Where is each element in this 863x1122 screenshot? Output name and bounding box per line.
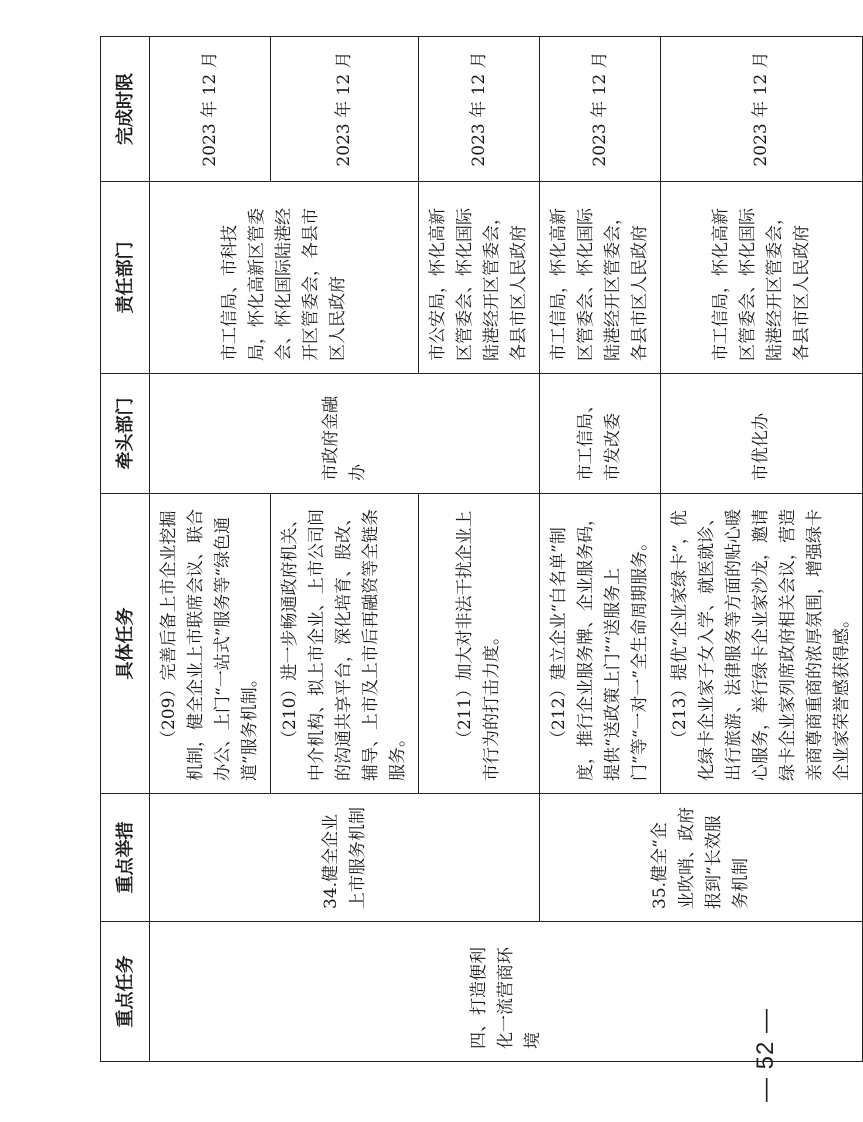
task-209-cell: （209）完善后备上市企业挖掘机制，健全企业上市联席会议、联合办公、上门“一站式”服务等“绿色通道”服务机制。 [150,494,271,794]
task-210-cell: （210）进一步畅通政府机关、中介机构、拟上市企业、上市公司间的沟通共享平台，深化培育、股改、辅导、上市及上市后再融资等全链条服务。 [271,494,419,794]
deadline-213-cell: 2023 年 12 月 [661,37,863,182]
header-key-task: 重点任务 [101,922,150,1062]
table-header-row [101,37,150,1062]
deadline-211-cell: 2023 年 12 月 [419,37,540,182]
responsible-213-cell: 市工信局，怀化高新区管委会、怀化国际陆港经开区管委会，各县市区人民政府 [661,182,863,374]
table-row [150,37,271,1062]
key-task-cell: 四、打造便利化一流营商环境 [150,922,863,1062]
task-211-cell: （211）加大对非法干扰企业上市行为的打击力度。 [419,494,540,794]
header-specific-task: 具体任务 [101,494,150,794]
deadline-209-cell: 2023 年 12 月 [150,37,271,182]
header-key-measure: 重点举措 [101,794,150,922]
page-number: — 52 — [752,1007,779,1102]
lead-dept-212-cell: 市工信局、市发改委 [540,374,661,494]
measure-34-cell: 34.健全企业上市服务机制 [150,794,540,922]
header-deadline: 完成时限 [101,37,150,182]
measure-35-cell: 35.健全“企业吹哨、政府报到”长效服务机制 [540,794,863,922]
responsible-212-cell: 市工信局，怀化高新区管委会、怀化国际陆港经开区管委会，各县市区人民政府 [540,182,661,374]
deadline-210-cell: 2023 年 12 月 [271,37,419,182]
deadline-212-cell: 2023 年 12 月 [540,37,661,182]
header-lead-dept: 牵头部门 [101,374,150,494]
responsible-209-210-cell: 市工信局、市科技局，怀化高新区管委会、怀化国际陆港经开区管委会，各县市区人民政府 [150,182,419,374]
task-table [100,36,863,1062]
task-213-cell: （213）提优“企业家绿卡”，优化绿卡企业家子女入学、就医就诊、出行旅游、法律服务等方面的贴心暖心服务，举行绿卡企业家沙龙，邀请绿卡企业家列席政府相关会议，营造亲商尊商重商的浓厚氛围，增强绿卡企业家荣誉感获得感。 [661,494,863,794]
lead-dept-213-cell: 市优化办 [661,374,863,494]
table-row [540,37,661,1062]
task-212-cell: （212）建立企业“白名单”制度，推行企业服务牌、企业服务码，提供“送政策上门”“送服务上门”等“一对一”全生命周期服务。 [540,494,661,794]
lead-dept-finance-cell: 市政府金融办 [150,374,540,494]
header-responsible-dept: 责任部门 [101,182,150,374]
responsible-211-cell: 市公安局，怀化高新区管委会、怀化国际陆港经开区管委会，各县市区人民政府 [419,182,540,374]
